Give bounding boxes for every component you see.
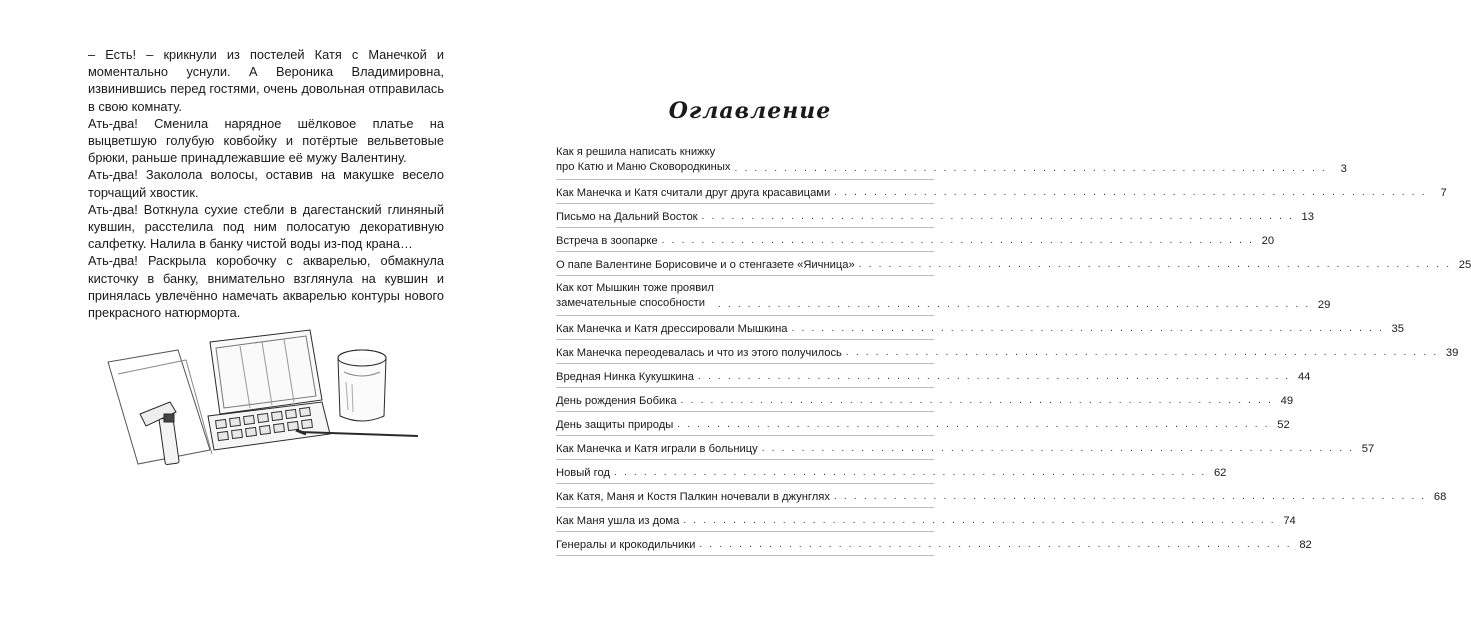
toc-leader-dots: . . . . . . . . . . . . . . . . . . . . . . . . . . . . . . . . . . . . . . . . . . . . . . . . . . . . . . . . . . . .: [613, 467, 1207, 478]
toc-page-number: 25: [1458, 259, 1471, 271]
toc-entry[interactable]: [556, 535, 1312, 551]
toc-entry[interactable]: [556, 207, 1314, 223]
toc-divider: [556, 363, 934, 364]
toc-leader-dots: . . . . . . . . . . . . . . . . . . . . . . . . . . . . . . . . . . . . . . . . . . . . . . . . . . . . . . . . . . . .: [858, 259, 1452, 270]
toc-leader-dots: . . . . . . . . . . . . . . . . . . . . . . . . . . . . . . . . . . . . . . . . . . . . . . . . . . . . . . . . . . . .: [833, 491, 1427, 502]
toc-entry-title: Как Катя, Маня и Костя Палкин ночевали в джунглях: [556, 491, 830, 503]
toc-page-number: 29: [1317, 299, 1331, 311]
toc-entry-title: Письмо на Дальний Восток: [556, 211, 698, 223]
toc-entry-title: Как Маня ушла из дома: [556, 515, 680, 527]
toc-entry[interactable]: [556, 463, 1227, 479]
toc-divider: [556, 315, 934, 316]
toc-entry[interactable]: [556, 439, 1375, 455]
toc-entry-title: Как Манечка и Катя дрессировали Мышкина: [556, 323, 788, 335]
toc-page-number: 74: [1283, 515, 1296, 527]
toc-page-number: 44: [1297, 371, 1311, 383]
toc-entry-title: [556, 145, 730, 175]
toc-entry-title: О папе Валентине Борисовиче и о стенгазете «Яичница»: [556, 259, 855, 271]
toc-entry[interactable]: [556, 279, 1331, 311]
toc-divider: [556, 251, 934, 252]
toc-leader-dots: . . . . . . . . . . . . . . . . . . . . . . . . . . . . . . . . . . . . . . . . . . . . . . . . . . . . . . . . . . . .: [683, 515, 1276, 526]
toc-entry-title: Как Манечка и Катя играли в больницу: [556, 443, 758, 455]
toc-leader-dots: . . . . . . . . . . . . . . . . . . . . . . . . . . . . . . . . . . . . . . . . . . . . . . . . . . . . . . . . . . . .: [791, 323, 1384, 334]
toc-entry[interactable]: [556, 487, 1447, 503]
toc-entry[interactable]: [556, 415, 1290, 431]
toc-divider: [556, 179, 934, 180]
toc-page-number: 7: [1440, 187, 1447, 199]
toc-page-number: 3: [1340, 163, 1347, 175]
toc-leader-dots: . . . . . . . . . . . . . . . . . . . . . . . . . . . . . . . . . . . . . . . . . . . . . . . . . . . . . . . . . . . .: [734, 163, 1327, 174]
toc-leader-dots: . . . . . . . . . . . . . . . . . . . . . . . . . . . . . . . . . . . . . . . . . . . . . . . . . . . . . . . . . . . .: [701, 211, 1294, 222]
toc-page-number: 20: [1261, 235, 1275, 247]
toc-divider: [556, 435, 934, 436]
toc-page-number: 35: [1391, 323, 1404, 335]
toc-page-number: 52: [1277, 419, 1290, 431]
toc-divider: [556, 555, 934, 556]
toc-entry-line: замечательные способности: [556, 297, 706, 309]
toc-entry-title: День защиты природы: [556, 419, 674, 431]
toc-entry[interactable]: [556, 143, 1347, 175]
toc-entry-line: про Катю и Маню Сковородкиных: [556, 161, 731, 173]
toc-entry[interactable]: [556, 367, 1311, 383]
toc-page-number: 57: [1361, 443, 1375, 455]
toc-page-number: 39: [1445, 347, 1459, 359]
toc-entry-title: Вредная Нинка Кукушкина: [556, 371, 694, 383]
story-paragraph: Ать-два! Раскрыла коробочку с акварелью, обмакнула кисточку в банку, внимательно взглянула на кувшин и принялась увлечённо намечать акварелью контуры нового прекрасного натюрморта.: [88, 253, 444, 321]
toc-leader-dots: . . . . . . . . . . . . . . . . . . . . . . . . . . . . . . . . . . . . . . . . . . . . . . . . . . . . . . . . . . . .: [699, 539, 1292, 550]
toc-entry-title: День рождения Бобика: [556, 395, 677, 407]
toc-entry[interactable]: [556, 343, 1459, 359]
toc-page-number: 13: [1301, 211, 1314, 223]
toc-divider: [556, 339, 934, 340]
toc-leader-dots: . . . . . . . . . . . . . . . . . . . . . . . . . . . . . . . . . . . . . . . . . . . . . . . . . . . . . . . . . . . .: [677, 419, 1270, 430]
story-paragraph: Ать-два! Воткнула сухие стебли в дагестанский глиняный кувшин, расстелила под ним полосатую декоративную салфетку. Налила в банку чистой воды из-под крана…: [88, 201, 444, 252]
story-text: [88, 46, 444, 321]
toc-entry-title: Новый год: [556, 467, 610, 479]
toc-leader-dots: . . . . . . . . . . . . . . . . . . . . . . . . . . . . . . . . . . . . . . . . . . . . . . . . . . . . . . . . . . . .: [697, 371, 1291, 382]
toc-entry[interactable]: [556, 231, 1275, 247]
toc-entry-title: [556, 281, 714, 311]
toc-leader-dots: . . . . . . . . . . . . . . . . . . . . . . . . . . . . . . . . . . . . . . . . . . . . . . . . . . . . . . . . . . . .: [834, 187, 1427, 198]
toc-leader-dots: . . . . . . . . . . . . . . . . . . . . . . . . . . . . . . . . . . . . . . . . . . . . . . . . . . . . . . . . . . . .: [845, 347, 1439, 358]
toc-entry[interactable]: [556, 183, 1447, 199]
toc-entry-title: Генералы и крокодильчики: [556, 539, 696, 551]
left-page: [0, 0, 500, 640]
toc-entry[interactable]: [556, 391, 1294, 407]
toc-entry[interactable]: [556, 511, 1296, 527]
toc-entry-title: Встреча в зоопарке: [556, 235, 658, 247]
toc-leader-dots: . . . . . . . . . . . . . . . . . . . . . . . . . . . . . . . . . . . . . . . . . . . . . . . . . . . . . . . . . . . .: [680, 395, 1274, 406]
toc-page-number: 82: [1299, 539, 1312, 551]
toc-entry[interactable]: [556, 319, 1404, 335]
toc-entry-title: Как Манечка переодевалась и что из этого получилось: [556, 347, 842, 359]
toc-page-number: 49: [1280, 395, 1294, 407]
toc-page-number: 68: [1433, 491, 1447, 503]
toc-divider: [556, 411, 934, 412]
toc-divider: [556, 203, 934, 204]
toc-title: [500, 98, 1000, 124]
toc-title-text: Оглавление: [668, 98, 832, 124]
toc-entry-line: Как я решила написать книжку: [556, 146, 716, 158]
toc-entry-title: Как Манечка и Катя считали друг друга красавицами: [556, 187, 831, 199]
toc-divider: [556, 507, 934, 508]
toc-entry[interactable]: [556, 255, 1471, 271]
story-paragraph: Ать-два! Заколола волосы, оставив на макушке весело торчащий хвостик.: [88, 167, 444, 200]
story-paragraph: Ать-два! Сменила нарядное шёлковое платье на выцветшую голубую ковбойку и потёртые вельветовые брюки, раньше принадлежавшие её мужу Валентину.: [88, 115, 444, 166]
toc-divider: [556, 531, 934, 532]
toc-leader-dots: . . . . . . . . . . . . . . . . . . . . . . . . . . . . . . . . . . . . . . . . . . . . . . . . . . . . . . . . . . . .: [717, 299, 1311, 310]
toc-entry-line: Как кот Мышкин тоже проявил: [556, 282, 714, 294]
toc-page-number: 62: [1213, 467, 1227, 479]
toc-divider: [556, 459, 934, 460]
story-paragraph: – Есть! – крикнули из постелей Катя с Манечкой и моментально уснули. А Вероника Владимировна, извинившись перед гостями, очень довольная отправилась в свою комнату.: [88, 47, 444, 114]
toc-divider: [556, 483, 934, 484]
toc-divider: [556, 275, 934, 276]
watercolor-paintbox-sketch-icon: [100, 322, 425, 472]
toc-leader-dots: . . . . . . . . . . . . . . . . . . . . . . . . . . . . . . . . . . . . . . . . . . . . . . . . . . . . . . . . . . . .: [661, 235, 1255, 246]
toc-divider: [556, 387, 934, 388]
toc-divider: [556, 227, 934, 228]
toc-leader-dots: . . . . . . . . . . . . . . . . . . . . . . . . . . . . . . . . . . . . . . . . . . . . . . . . . . . . . . . . . . . .: [761, 443, 1355, 454]
